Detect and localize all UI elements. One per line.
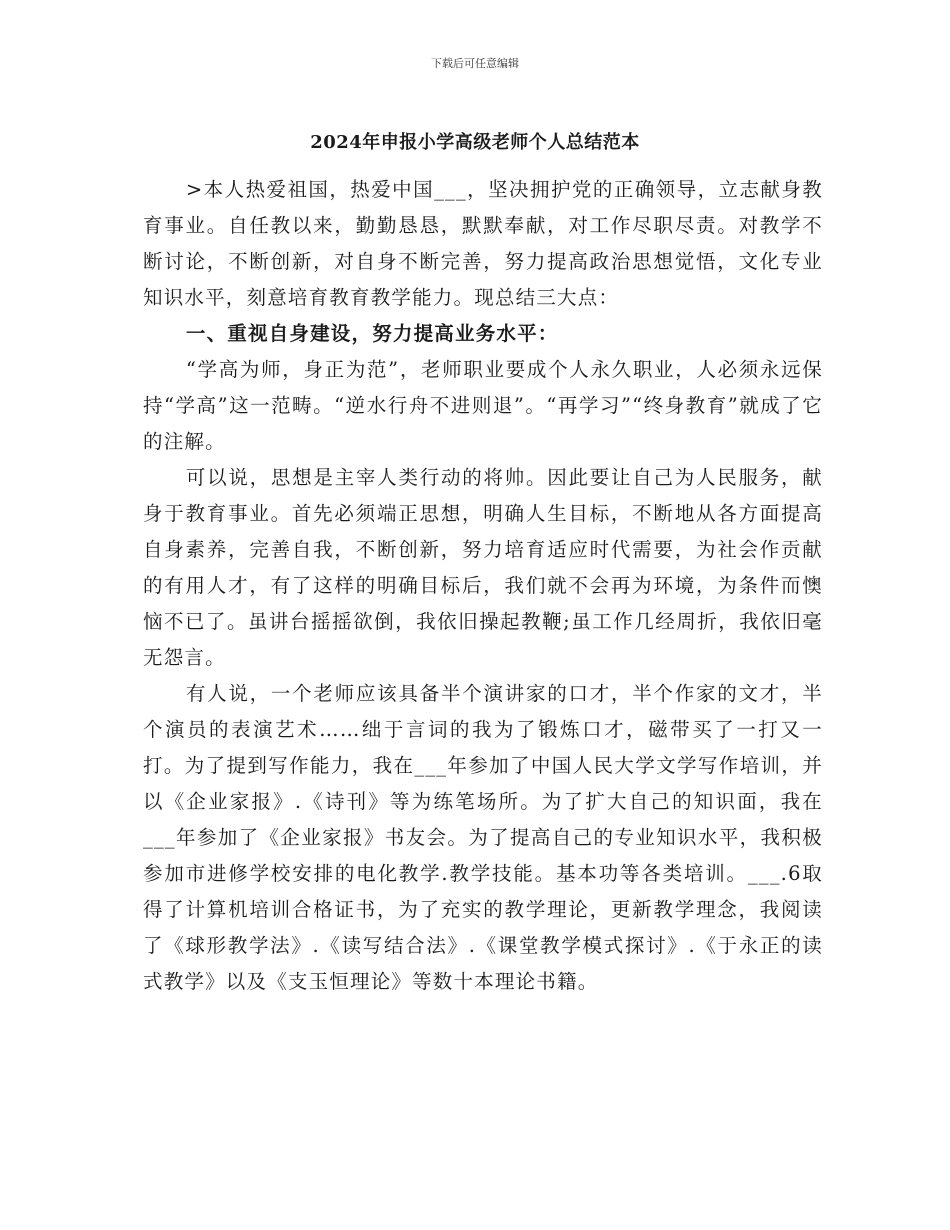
paragraph-study: 有人说，一个老师应该具备半个演讲家的口才，半个作家的文才，半个演员的表演艺术……绌于言词的我为了锻炼口才，磁带买了一打又一打。为了提到写作能力，我在___年参加了中国人民大学文学写作培训，并以《企业家报》.《诗刊》等为练笔场所。为了扩大自己的知识面，我在___年参加了《企业家报》书友会。为了提高自己的专业知识水平，我积极参加市进修学校安排的电化教学.教学技能。基本功等各类培训。___.6取得了计算机培训合格证书，为了充实的教学理论，更新教学理念，我阅读了《球形教学法》.《读写结合法》.《课堂教学模式探讨》.《于永正的读式教学》以及《支玉恒理论》等数十本理论书籍。 bbox=[143, 682, 823, 993]
paragraph-quote: “学高为师，身正为范”，老师职业要成个人永久职业，人必须永远保持“学高”这一范畴。“逆水行舟不进则退”。“再学习”“终身教育”就成了它的注解。 bbox=[143, 358, 823, 453]
section-heading: 一、重视自身建设，努力提高业务水平： bbox=[185, 322, 559, 345]
header-note: 下载后可任意编辑 bbox=[431, 57, 519, 70]
document-body bbox=[143, 172, 823, 1000]
paragraph-thought: 可以说，思想是主宰人类行动的将帅。因此要让自己为人民服务，献身于教育事业。首先必须端正思想，明确人生目标，不断地从各方面提高自身素养，完善自我，不断创新，努力培育适应时代需要，为社会作贡献的有用人才，有了这样的明确目标后，我们就不会再为环境，为条件而懊恼不已了。虽讲台摇摇欲倒，我依旧操起教鞭;虽工作几经周折，我依旧毫无怨言。 bbox=[143, 466, 823, 669]
paragraph-intro: >本人热爱祖国，热爱中国___，坚决拥护党的正确领导，立志献身教育事业。自任教以来，勤勤恳恳，默默奉献，对工作尽职尽责。对教学不断讨论，不断创新，对自身不断完善，努力提高政治思想觉悟，文化专业知识水平，刻意培育教育教学能力。现总结三大点： bbox=[143, 178, 823, 309]
document-title: 2024年申报小学高级老师个人总结范本 bbox=[310, 132, 640, 153]
